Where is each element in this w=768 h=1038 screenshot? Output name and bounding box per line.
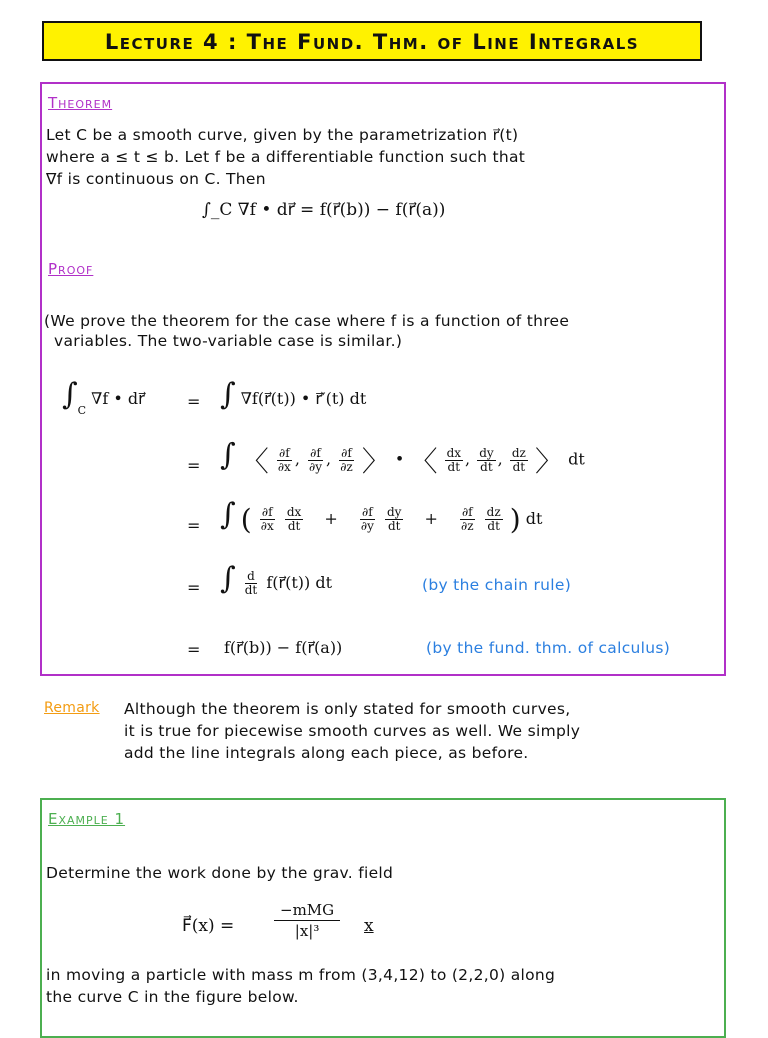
fraction (285, 506, 303, 533)
remark-line-2: it is true for piecewise smooth curves as well. We simply (124, 722, 581, 740)
field-numerator: −mMG (274, 900, 340, 921)
example-box (40, 798, 726, 1038)
equals-sign: = (187, 578, 201, 597)
theorem-line-3: ∇f is continuous on C. Then (46, 170, 266, 188)
plus: + (424, 509, 438, 528)
equals-sign: = (187, 392, 201, 411)
left-paren: ( (240, 503, 252, 536)
proof-step-5: f(r⃗(b)) − f(r⃗(a)) (224, 638, 343, 657)
integral-sign: ∫ (220, 437, 236, 473)
theorem-equation: ∫_C ∇f • dr⃗ = f(r⃗(b)) − f(r⃗(a)) (202, 200, 446, 220)
proof-step-4 (220, 561, 332, 597)
integral-sign: ∫ (220, 561, 236, 596)
proof-step-4-expr: f(r⃗(t)) dt (266, 573, 332, 592)
theorem-box (40, 82, 726, 676)
remark-line-3: add the line integrals along each piece, as before. (124, 744, 529, 762)
field-x: x (364, 916, 374, 936)
equals-sign: = (187, 456, 201, 475)
theorem-line-1: Let C be a smooth curve, given by the parametrization r⃗(t) (46, 126, 519, 144)
integral-sign: ∫ (220, 377, 236, 412)
integral-sign: ∫ (62, 377, 78, 412)
comma: , (294, 449, 300, 469)
field-fraction (274, 900, 340, 941)
numerator: ∂f (310, 445, 321, 460)
fraction (485, 506, 503, 533)
denominator: dt (287, 519, 301, 533)
subscript-c: C (77, 404, 87, 417)
dt: dt (568, 449, 585, 469)
example-heading: Example 1 (48, 810, 126, 828)
fraction (276, 447, 293, 474)
dot-operator: • (394, 449, 405, 469)
example-line-2: in moving a particle with mass m from (3,4,12) to (2,2,0) along (46, 966, 556, 984)
numerator: ∂f (341, 445, 352, 460)
proof-lhs: ∇f • dr⃗ (91, 389, 145, 408)
dt: dt (525, 509, 543, 528)
comma: , (326, 449, 332, 469)
denominator: ∂z (461, 519, 474, 533)
denominator: dt (387, 519, 401, 533)
fraction (445, 447, 463, 474)
integral-sign: ∫ (220, 497, 236, 532)
proof-note-2: variables. The two-variable case is similar.) (54, 332, 403, 350)
right-paren: ) (509, 503, 521, 536)
field-lhs: F⃗(x) = (182, 916, 235, 936)
comma: , (465, 449, 471, 469)
left-angle: 〈 (240, 445, 269, 478)
right-angle: 〉 (361, 445, 390, 478)
example-line-3: the curve C in the figure below. (46, 988, 299, 1006)
field-denominator: |x|³ (294, 922, 320, 940)
numerator: dz (486, 505, 501, 519)
fraction (243, 570, 260, 597)
fraction (359, 506, 376, 533)
denominator: ∂z (340, 459, 353, 474)
remark-label: Remark (44, 700, 100, 716)
numerator: dy (479, 445, 494, 460)
fraction (385, 506, 403, 533)
denominator: ∂y (360, 519, 374, 533)
proof-step-3 (220, 497, 543, 536)
numerator: ∂f (461, 505, 473, 519)
numerator: dz (511, 445, 526, 460)
denominator: dt (512, 459, 526, 474)
example-line-1: Determine the work done by the grav. field (46, 864, 394, 882)
theorem-line-2: where a ≤ t ≤ b. Let f be a differentiable function such that (46, 148, 526, 166)
numerator: ∂f (279, 445, 290, 460)
proof-step-1 (220, 377, 367, 412)
proof-heading: Proof (48, 260, 94, 278)
fraction (338, 447, 355, 474)
proof-note-1: (We prove the theorem for the case where f is a function of three (44, 312, 570, 330)
proof-row-1 (62, 377, 145, 417)
right-angle: 〉 (534, 445, 563, 478)
ftc-note: (by the fund. thm. of calculus) (426, 639, 671, 657)
denominator: ∂y (309, 459, 322, 474)
proof-step-2 (220, 437, 585, 480)
page-title: Lecture 4 : The Fund. Thm. of Line Integrals (104, 30, 640, 54)
numerator: dx (286, 505, 302, 519)
theorem-heading: Theorem (48, 94, 113, 112)
proof-step-1-expr: ∇f(r⃗(t)) • r⃗′(t) dt (240, 389, 367, 408)
fraction (307, 447, 324, 474)
numerator: ∂f (362, 505, 373, 519)
fraction (510, 447, 528, 474)
numerator: ∂f (261, 505, 273, 519)
left-angle: 〈 (409, 445, 438, 478)
denominator: ∂x (277, 459, 291, 474)
numerator: dx (446, 445, 462, 460)
comma: , (497, 449, 503, 469)
plus: + (324, 509, 338, 528)
denominator: dt (244, 583, 258, 597)
denominator: dt (447, 459, 461, 474)
fraction (477, 447, 495, 474)
fraction (459, 506, 476, 533)
fraction (259, 506, 276, 533)
numerator: d (247, 569, 255, 583)
remark-line-1: Although the theorem is only stated for smooth curves, (124, 700, 571, 718)
denominator: dt (487, 519, 500, 533)
chain-rule-note: (by the chain rule) (422, 576, 572, 594)
numerator: dy (386, 505, 402, 519)
denominator: ∂x (260, 519, 274, 533)
equals-sign: = (187, 640, 201, 659)
denominator: dt (480, 459, 493, 474)
title-banner (42, 21, 702, 61)
equals-sign: = (187, 516, 201, 535)
